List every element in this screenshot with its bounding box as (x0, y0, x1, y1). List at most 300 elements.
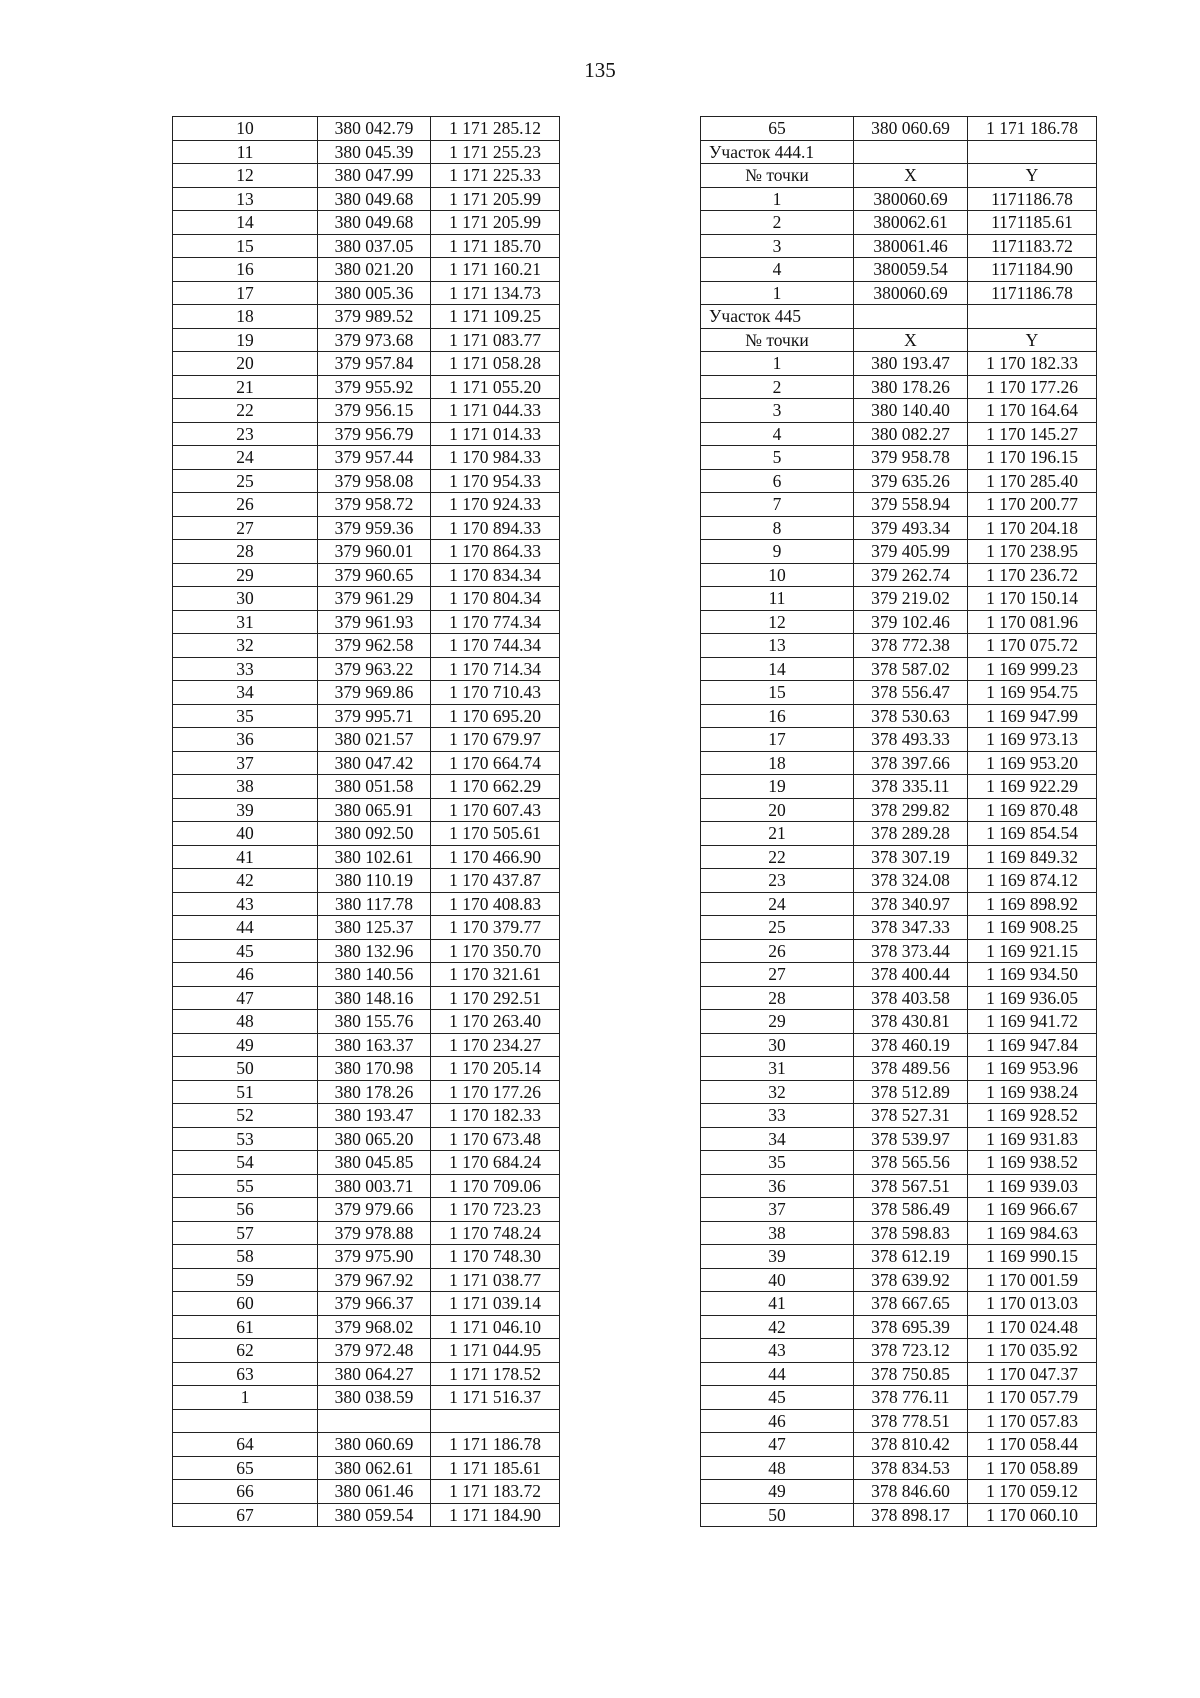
table-row (701, 469, 1097, 493)
table-row (701, 1386, 1097, 1410)
point-number-cell: 1 (173, 1386, 318, 1410)
table-row (701, 728, 1097, 752)
y-coordinate-cell: 1171184.90 (968, 258, 1097, 282)
point-number-cell: 4 (701, 258, 854, 282)
point-number-cell: 50 (173, 1057, 318, 1081)
x-coordinate-cell: 380 178.26 (854, 375, 968, 399)
right-coordinates-table (700, 116, 1097, 1527)
y-coordinate-cell: 1 170 145.27 (968, 422, 1097, 446)
x-coordinate-cell: 378 750.85 (854, 1362, 968, 1386)
x-coordinate-cell: 379 961.29 (318, 587, 431, 611)
y-coordinate-cell: 1 170 200.77 (968, 493, 1097, 517)
table-row (173, 1292, 560, 1316)
x-coordinate-cell: 380 003.71 (318, 1174, 431, 1198)
y-coordinate-cell: 1 169 984.63 (968, 1221, 1097, 1245)
y-coordinate-cell: 1 169 999.23 (968, 657, 1097, 681)
y-coordinate-cell: 1 171 255.23 (431, 140, 560, 164)
table-row (701, 1127, 1097, 1151)
point-number-cell: 17 (701, 728, 854, 752)
section-title: Участок 445 (701, 305, 854, 329)
y-coordinate-cell: 1 171 046.10 (431, 1315, 560, 1339)
table-row (173, 634, 560, 658)
x-coordinate-cell: 378 400.44 (854, 963, 968, 987)
point-number-cell: 25 (701, 916, 854, 940)
point-number-cell: 34 (173, 681, 318, 705)
x-coordinate-cell: 380061.46 (854, 234, 968, 258)
y-coordinate-cell: 1 170 466.90 (431, 845, 560, 869)
y-coordinate-cell: 1 171 186.78 (968, 117, 1097, 141)
x-coordinate-cell: 379 558.94 (854, 493, 968, 517)
section-row (701, 140, 1097, 164)
x-coordinate-cell: 378 397.66 (854, 751, 968, 775)
x-coordinate-cell: 379 962.58 (318, 634, 431, 658)
x-coordinate-cell: 378 587.02 (854, 657, 968, 681)
point-number-cell: 60 (173, 1292, 318, 1316)
x-coordinate-cell: 379 493.34 (854, 516, 968, 540)
point-number-cell: 27 (701, 963, 854, 987)
point-number-cell: 61 (173, 1315, 318, 1339)
point-number-cell: 38 (701, 1221, 854, 1245)
table-row (701, 211, 1097, 235)
point-number-cell: 44 (173, 916, 318, 940)
x-coordinate-cell: 380 045.39 (318, 140, 431, 164)
x-coordinate-cell: 380 170.98 (318, 1057, 431, 1081)
point-number-cell: 12 (173, 164, 318, 188)
y-coordinate-cell: 1 171 134.73 (431, 281, 560, 305)
point-number-cell: 6 (701, 469, 854, 493)
table-row (173, 1057, 560, 1081)
table-row (173, 422, 560, 446)
x-coordinate-cell: 379 978.88 (318, 1221, 431, 1245)
table-row (173, 1433, 560, 1457)
point-number-cell: 65 (173, 1456, 318, 1480)
y-coordinate-cell: 1 169 936.05 (968, 986, 1097, 1010)
table-row (173, 1409, 560, 1433)
y-coordinate-cell: 1 170 709.06 (431, 1174, 560, 1198)
left-table-body (173, 117, 560, 1527)
x-coordinate-cell: 378 776.11 (854, 1386, 968, 1410)
x-coordinate-cell (318, 1409, 431, 1433)
point-number-cell: 54 (173, 1151, 318, 1175)
point-number-cell: 35 (701, 1151, 854, 1175)
table-row (173, 657, 560, 681)
y-coordinate-cell: 1 170 379.77 (431, 916, 560, 940)
point-number-cell: 9 (701, 540, 854, 564)
x-coordinate-cell: 378 612.19 (854, 1245, 968, 1269)
x-coordinate-cell: 380 155.76 (318, 1010, 431, 1034)
y-coordinate-cell: 1 169 947.99 (968, 704, 1097, 728)
point-number-cell: 3 (701, 234, 854, 258)
table-row (701, 516, 1097, 540)
y-coordinate-cell: 1 169 922.29 (968, 775, 1097, 799)
point-number-cell: 40 (701, 1268, 854, 1292)
table-row (701, 610, 1097, 634)
y-coordinate-cell: 1 170 984.33 (431, 446, 560, 470)
x-coordinate-cell: 380060.69 (854, 187, 968, 211)
y-coordinate-cell: 1 171 044.33 (431, 399, 560, 423)
table-row (173, 1033, 560, 1057)
x-coordinate-cell: 380 060.69 (854, 117, 968, 141)
x-coordinate-cell: 379 958.08 (318, 469, 431, 493)
x-coordinate-cell: 379 219.02 (854, 587, 968, 611)
x-coordinate-cell: 380 051.58 (318, 775, 431, 799)
y-coordinate-cell: 1171183.72 (968, 234, 1097, 258)
point-number-cell: 62 (173, 1339, 318, 1363)
y-coordinate-cell: 1 170 714.34 (431, 657, 560, 681)
y-coordinate-cell: 1 169 966.67 (968, 1198, 1097, 1222)
point-number-cell: 19 (173, 328, 318, 352)
table-row (173, 986, 560, 1010)
point-number-cell: 27 (173, 516, 318, 540)
y-coordinate-cell: 1 170 684.24 (431, 1151, 560, 1175)
table-row (173, 728, 560, 752)
section-title: Участок 444.1 (701, 140, 854, 164)
y-coordinate-cell: Y (968, 164, 1097, 188)
point-number-cell: 14 (173, 211, 318, 235)
point-number-cell: 51 (173, 1080, 318, 1104)
y-coordinate-cell: 1 170 954.33 (431, 469, 560, 493)
x-coordinate-cell: 380 062.61 (318, 1456, 431, 1480)
point-number-cell: 15 (701, 681, 854, 705)
y-coordinate-cell: 1 169 939.03 (968, 1174, 1097, 1198)
point-number-cell: 32 (173, 634, 318, 658)
table-row (701, 1503, 1097, 1527)
x-coordinate-cell: 378 530.63 (854, 704, 968, 728)
point-number-cell: 3 (701, 399, 854, 423)
x-coordinate-cell: 380 163.37 (318, 1033, 431, 1057)
table-row (173, 305, 560, 329)
point-number-cell: 30 (173, 587, 318, 611)
point-number-cell: 41 (701, 1292, 854, 1316)
x-coordinate-cell: 379 979.66 (318, 1198, 431, 1222)
y-coordinate-cell: 1 171 185.70 (431, 234, 560, 258)
x-coordinate-cell: 379 969.86 (318, 681, 431, 705)
x-coordinate-cell: 380 110.19 (318, 869, 431, 893)
empty-cell (968, 305, 1097, 329)
table-row (173, 375, 560, 399)
x-coordinate-cell: 379 972.48 (318, 1339, 431, 1363)
y-coordinate-cell: 1 170 321.61 (431, 963, 560, 987)
point-number-cell: 49 (701, 1480, 854, 1504)
point-number-cell: 36 (701, 1174, 854, 1198)
x-coordinate-cell: 380 193.47 (854, 352, 968, 376)
table-row (701, 634, 1097, 658)
table-row (173, 399, 560, 423)
table-row (701, 446, 1097, 470)
table-row (173, 798, 560, 822)
point-number-cell: 39 (173, 798, 318, 822)
point-number-cell: 67 (173, 1503, 318, 1527)
x-coordinate-cell: 380 045.85 (318, 1151, 431, 1175)
point-number-cell: 5 (701, 446, 854, 470)
y-coordinate-cell: 1 170 505.61 (431, 822, 560, 846)
table-row (701, 164, 1097, 188)
x-coordinate-cell: 380 005.36 (318, 281, 431, 305)
table-row (701, 422, 1097, 446)
y-coordinate-cell: 1 169 934.50 (968, 963, 1097, 987)
y-coordinate-cell: 1 170 285.40 (968, 469, 1097, 493)
x-coordinate-cell: 380 037.05 (318, 234, 431, 258)
point-number-cell: 4 (701, 422, 854, 446)
y-coordinate-cell: 1 169 908.25 (968, 916, 1097, 940)
table-row (701, 939, 1097, 963)
table-row (701, 1033, 1097, 1057)
x-coordinate-cell: 378 667.65 (854, 1292, 968, 1316)
x-coordinate-cell: 380 049.68 (318, 211, 431, 235)
y-coordinate-cell: 1 170 204.18 (968, 516, 1097, 540)
table-row (173, 587, 560, 611)
y-coordinate-cell: 1 171 184.90 (431, 1503, 560, 1527)
point-number-cell: 28 (701, 986, 854, 1010)
table-row (701, 892, 1097, 916)
point-number-cell: 22 (173, 399, 318, 423)
table-row (701, 493, 1097, 517)
y-coordinate-cell: 1 170 075.72 (968, 634, 1097, 658)
x-coordinate-cell: 379 995.71 (318, 704, 431, 728)
y-coordinate-cell: 1 169 954.75 (968, 681, 1097, 705)
table-row (173, 516, 560, 540)
y-coordinate-cell: 1 170 679.97 (431, 728, 560, 752)
x-coordinate-cell: 378 489.56 (854, 1057, 968, 1081)
page-number: 135 (584, 58, 616, 82)
table-row (701, 1104, 1097, 1128)
table-row (701, 1339, 1097, 1363)
point-number-cell: 18 (173, 305, 318, 329)
table-row (701, 1433, 1097, 1457)
x-coordinate-cell: 380 082.27 (854, 422, 968, 446)
table-row (701, 1292, 1097, 1316)
table-row (701, 1268, 1097, 1292)
point-number-cell: 1 (701, 352, 854, 376)
point-number-cell: 1 (701, 281, 854, 305)
x-coordinate-cell: 378 403.58 (854, 986, 968, 1010)
point-number-cell: 58 (173, 1245, 318, 1269)
point-number-cell: 7 (701, 493, 854, 517)
empty-cell (854, 305, 968, 329)
table-row (701, 1315, 1097, 1339)
point-number-cell: 52 (173, 1104, 318, 1128)
y-coordinate-cell: 1171186.78 (968, 187, 1097, 211)
x-coordinate-cell: 380 065.20 (318, 1127, 431, 1151)
x-coordinate-cell: 378 335.11 (854, 775, 968, 799)
table-row (701, 258, 1097, 282)
point-number-cell: 32 (701, 1080, 854, 1104)
x-coordinate-cell: 378 586.49 (854, 1198, 968, 1222)
empty-cell (968, 140, 1097, 164)
y-coordinate-cell: 1 170 350.70 (431, 939, 560, 963)
table-row (701, 563, 1097, 587)
point-number-cell: 10 (173, 117, 318, 141)
y-coordinate-cell: 1 171 058.28 (431, 352, 560, 376)
table-row (173, 493, 560, 517)
table-row (701, 1174, 1097, 1198)
point-number-cell: 28 (173, 540, 318, 564)
y-coordinate-cell: 1 170 081.96 (968, 610, 1097, 634)
table-row (173, 939, 560, 963)
point-number-cell: 20 (701, 798, 854, 822)
point-number-cell: 38 (173, 775, 318, 799)
table-row (173, 704, 560, 728)
x-coordinate-cell: 380 178.26 (318, 1080, 431, 1104)
x-coordinate-cell: 379 966.37 (318, 1292, 431, 1316)
x-coordinate-cell: 380060.69 (854, 281, 968, 305)
point-number-cell: 19 (701, 775, 854, 799)
table-row (173, 1456, 560, 1480)
table-row (701, 845, 1097, 869)
point-number-cell: 63 (173, 1362, 318, 1386)
x-coordinate-cell: 379 102.46 (854, 610, 968, 634)
x-coordinate-cell: 380062.61 (854, 211, 968, 235)
x-coordinate-cell: 379 960.01 (318, 540, 431, 564)
x-coordinate-cell: 378 460.19 (854, 1033, 968, 1057)
table-row (173, 916, 560, 940)
table-row (701, 1057, 1097, 1081)
point-number-cell: 41 (173, 845, 318, 869)
point-number-cell: 13 (701, 634, 854, 658)
x-coordinate-cell: 380 193.47 (318, 1104, 431, 1128)
y-coordinate-cell: 1 171 055.20 (431, 375, 560, 399)
point-number-cell: 10 (701, 563, 854, 587)
point-number-cell: 1 (701, 187, 854, 211)
table-row (701, 822, 1097, 846)
y-coordinate-cell: 1 169 931.83 (968, 1127, 1097, 1151)
point-number-cell: 33 (701, 1104, 854, 1128)
y-coordinate-cell: 1 169 849.32 (968, 845, 1097, 869)
table-row (173, 1362, 560, 1386)
y-coordinate-cell: 1 170 024.48 (968, 1315, 1097, 1339)
y-coordinate-cell: 1 170 292.51 (431, 986, 560, 1010)
point-number-cell: 46 (701, 1409, 854, 1433)
point-number-cell: 13 (173, 187, 318, 211)
point-number-cell: 42 (173, 869, 318, 893)
y-coordinate-cell: 1 170 177.26 (431, 1080, 560, 1104)
table-row (173, 869, 560, 893)
table-row (173, 164, 560, 188)
table-row (701, 681, 1097, 705)
x-coordinate-cell: 380 038.59 (318, 1386, 431, 1410)
point-number-cell: 48 (173, 1010, 318, 1034)
x-coordinate-cell: 379 956.15 (318, 399, 431, 423)
y-coordinate-cell: 1 170 234.27 (431, 1033, 560, 1057)
y-coordinate-cell: 1 170 047.37 (968, 1362, 1097, 1386)
x-coordinate-cell: 380 065.91 (318, 798, 431, 822)
x-coordinate-cell: 379 262.74 (854, 563, 968, 587)
empty-cell (854, 140, 968, 164)
table-row (173, 281, 560, 305)
table-row (701, 1362, 1097, 1386)
x-coordinate-cell: 380 021.20 (318, 258, 431, 282)
table-row (173, 211, 560, 235)
x-coordinate-cell: 379 957.44 (318, 446, 431, 470)
point-number-cell: 49 (173, 1033, 318, 1057)
point-number-cell: 53 (173, 1127, 318, 1151)
y-coordinate-cell: 1 171 160.21 (431, 258, 560, 282)
point-number-cell: 16 (173, 258, 318, 282)
y-coordinate-cell: 1 171 205.99 (431, 187, 560, 211)
table-row (701, 1456, 1097, 1480)
x-coordinate-cell: 380 117.78 (318, 892, 431, 916)
x-coordinate-cell: 379 961.93 (318, 610, 431, 634)
x-coordinate-cell: 378 695.39 (854, 1315, 968, 1339)
point-number-cell: 23 (173, 422, 318, 446)
x-coordinate-cell: 378 299.82 (854, 798, 968, 822)
x-coordinate-cell: 379 967.92 (318, 1268, 431, 1292)
y-coordinate-cell: 1 170 834.34 (431, 563, 560, 587)
table-row (173, 1480, 560, 1504)
x-coordinate-cell: 380 042.79 (318, 117, 431, 141)
y-coordinate-cell: 1 170 748.24 (431, 1221, 560, 1245)
y-coordinate-cell: 1 171 083.77 (431, 328, 560, 352)
x-coordinate-cell: 379 975.90 (318, 1245, 431, 1269)
point-number-cell: 11 (173, 140, 318, 164)
table-row (701, 1245, 1097, 1269)
y-coordinate-cell: 1 169 953.20 (968, 751, 1097, 775)
table-row (701, 798, 1097, 822)
x-coordinate-cell: 380 021.57 (318, 728, 431, 752)
x-coordinate-cell: 378 565.56 (854, 1151, 968, 1175)
x-coordinate-cell: 379 968.02 (318, 1315, 431, 1339)
point-number-cell: 33 (173, 657, 318, 681)
y-coordinate-cell: 1 169 874.12 (968, 869, 1097, 893)
y-coordinate-cell: 1 170 164.64 (968, 399, 1097, 423)
x-coordinate-cell: X (854, 164, 968, 188)
x-coordinate-cell: 380 060.69 (318, 1433, 431, 1457)
x-coordinate-cell: 380 047.42 (318, 751, 431, 775)
point-number-cell: 8 (701, 516, 854, 540)
point-number-cell: 35 (173, 704, 318, 728)
table-row (173, 1151, 560, 1175)
x-coordinate-cell: 379 963.22 (318, 657, 431, 681)
table-row (173, 187, 560, 211)
y-coordinate-cell: 1 170 150.14 (968, 587, 1097, 611)
point-number-cell: 16 (701, 704, 854, 728)
x-coordinate-cell: 378 340.97 (854, 892, 968, 916)
x-coordinate-cell: 378 567.51 (854, 1174, 968, 1198)
y-coordinate-cell: 1 171 285.12 (431, 117, 560, 141)
y-coordinate-cell: 1171185.61 (968, 211, 1097, 235)
table-row (701, 775, 1097, 799)
y-coordinate-cell: 1 170 182.33 (431, 1104, 560, 1128)
y-coordinate-cell: 1 170 864.33 (431, 540, 560, 564)
table-row (173, 1127, 560, 1151)
y-coordinate-cell: 1 171 225.33 (431, 164, 560, 188)
x-coordinate-cell: 380 064.27 (318, 1362, 431, 1386)
x-coordinate-cell: 378 512.89 (854, 1080, 968, 1104)
point-number-cell: 47 (173, 986, 318, 1010)
y-coordinate-cell: 1 170 804.34 (431, 587, 560, 611)
y-coordinate-cell: 1 171 185.61 (431, 1456, 560, 1480)
x-coordinate-cell: 380 140.56 (318, 963, 431, 987)
point-number-cell: 15 (173, 234, 318, 258)
x-coordinate-cell: 379 955.92 (318, 375, 431, 399)
x-coordinate-cell: 378 430.81 (854, 1010, 968, 1034)
point-number-cell: 55 (173, 1174, 318, 1198)
x-coordinate-cell: 378 598.83 (854, 1221, 968, 1245)
point-number-cell: 29 (701, 1010, 854, 1034)
table-row (173, 1386, 560, 1410)
x-coordinate-cell: 379 958.78 (854, 446, 968, 470)
y-coordinate-cell: 1 170 263.40 (431, 1010, 560, 1034)
y-coordinate-cell: 1 170 205.14 (431, 1057, 560, 1081)
y-coordinate-cell: 1 170 059.12 (968, 1480, 1097, 1504)
y-coordinate-cell: 1 169 921.15 (968, 939, 1097, 963)
x-coordinate-cell: 378 810.42 (854, 1433, 968, 1457)
y-coordinate-cell: 1 170 236.72 (968, 563, 1097, 587)
table-row (701, 704, 1097, 728)
point-number-cell: 48 (701, 1456, 854, 1480)
table-row (173, 234, 560, 258)
table-row (701, 1080, 1097, 1104)
